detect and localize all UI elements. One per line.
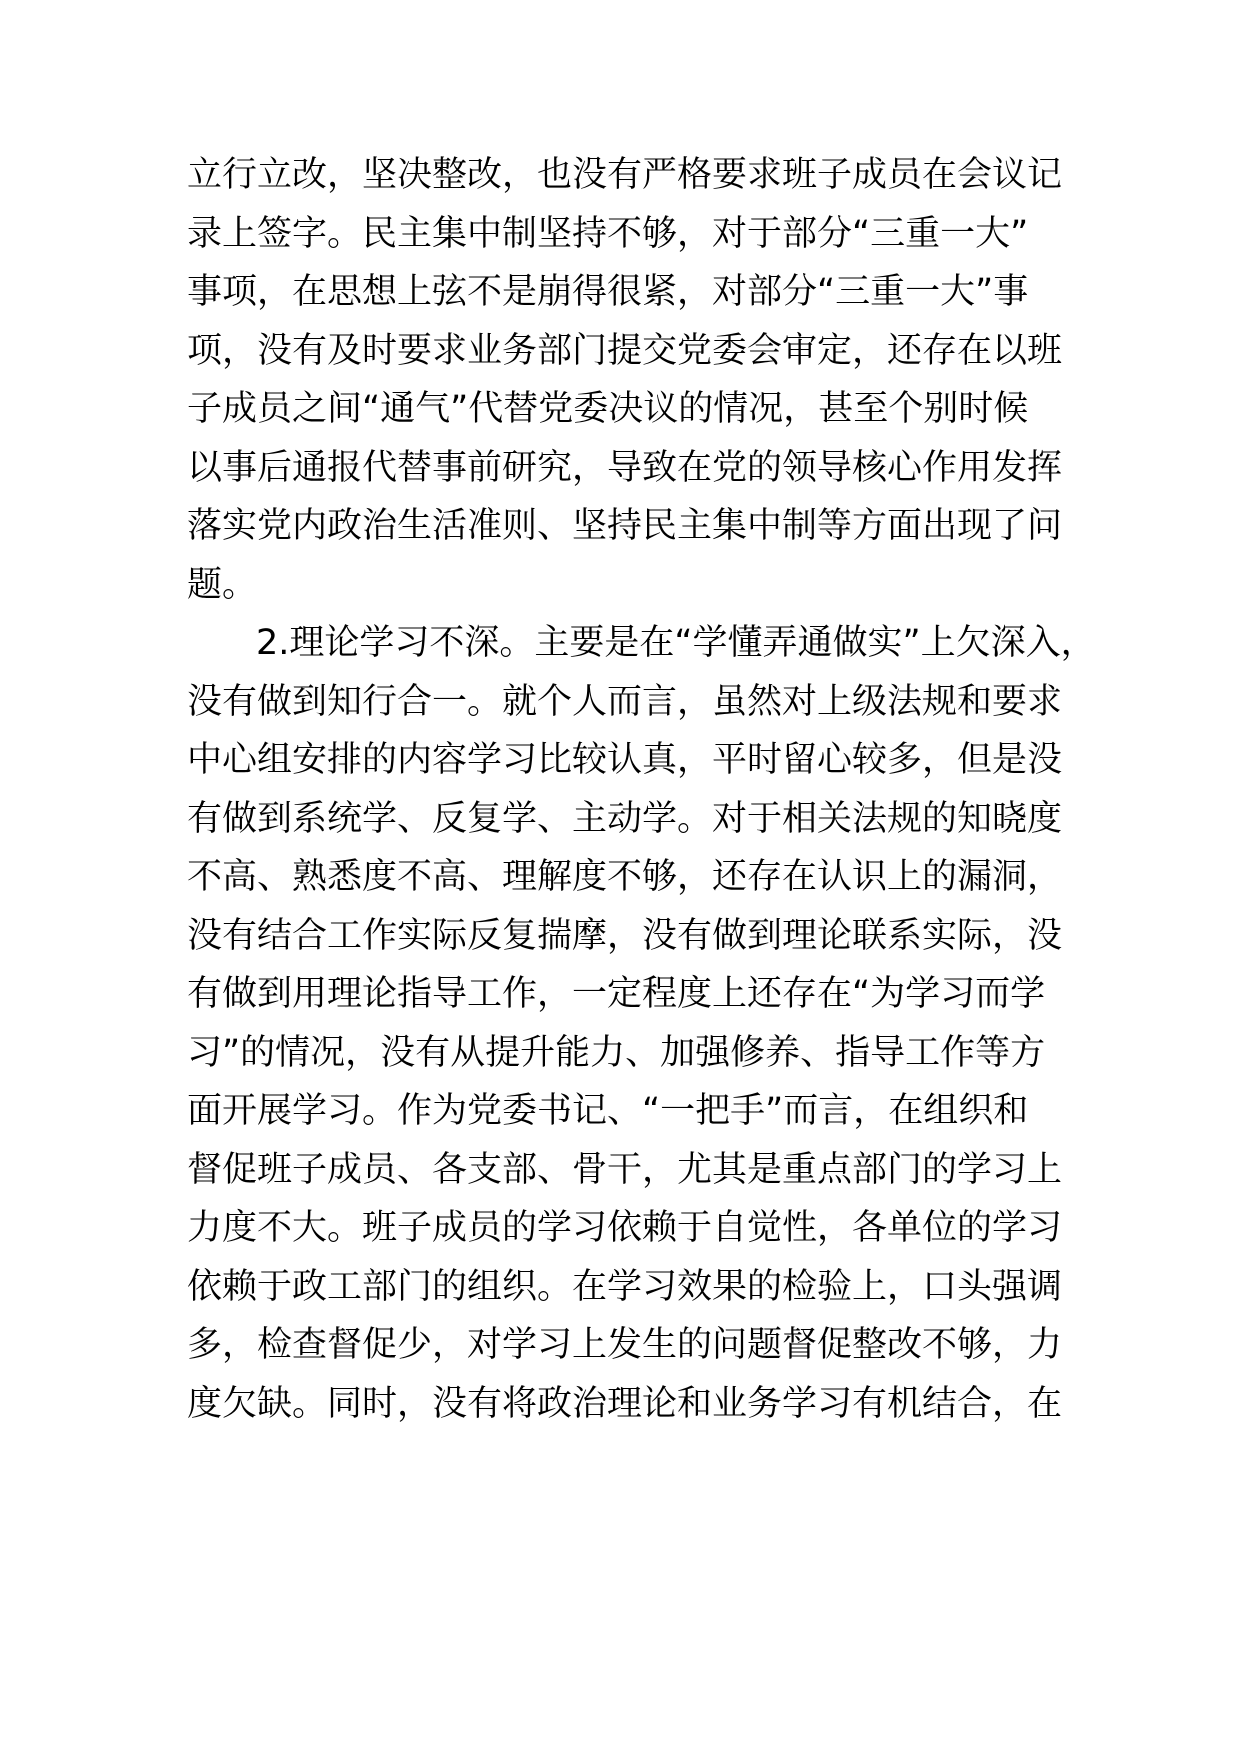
text-line: 以事后通报代替事前研究，导致在党的领导核心作用发挥 — [187, 448, 1063, 488]
text-line: 中心组安排的内容学习比较认真，平时留心较多，但是没 — [187, 740, 1063, 780]
text-line: 督促班子成员、各支部、骨干，尤其是重点部门的学习上 — [187, 1150, 1063, 1190]
text-line: 没有做到知行合一。就个人而言，虽然对上级法规和要求 — [187, 682, 1063, 722]
text-line: 有做到系统学、反复学、主动学。对于相关法规的知晓度 — [187, 799, 1063, 839]
text-line: 录上签字。民主集中制坚持不够，对于部分“三重一大” — [187, 214, 1029, 254]
text-line: 习”的情况，没有从提升能力、加强修养、指导工作等方 — [187, 1033, 1046, 1073]
text-line: 立行立改，坚决整改，也没有严格要求班子成员在会议记 — [187, 155, 1063, 195]
text-line: 面开展学习。作为党委书记、“一把手”而言，在组织和 — [187, 1091, 1029, 1131]
text-line: 题。 — [187, 565, 258, 605]
text-line: 没有结合工作实际反复揣摩，没有做到理论联系实际，没 — [187, 916, 1063, 956]
section-heading-line: 2.理论学习不深。主要是在“学懂弄通做实”上欠深入， — [256, 623, 1096, 663]
text-line: 多，检查督促少，对学习上发生的问题督促整改不够，力 — [187, 1325, 1063, 1365]
text-line: 依赖于政工部门的组织。在学习效果的检验上，口头强调 — [187, 1267, 1063, 1307]
text-line: 事项，在思想上弦不是崩得很紧，对部分“三重一大”事 — [187, 272, 1029, 312]
text-line: 项，没有及时要求业务部门提交党委会审定，还存在以班 — [187, 331, 1063, 371]
text-line: 有做到用理论指导工作，一定程度上还存在“为学习而学 — [187, 974, 1046, 1014]
text-line: 度欠缺。同时，没有将政治理论和业务学习有机结合，在 — [187, 1384, 1063, 1424]
text-line: 不高、熟悉度不高、理解度不够，还存在认识上的漏洞， — [187, 857, 1063, 897]
text-line: 子成员之间“通气”代替党委决议的情况，甚至个别时候 — [187, 389, 1029, 429]
text-line: 力度不大。班子成员的学习依赖于自觉性，各单位的学习 — [187, 1208, 1063, 1248]
text-line: 落实党内政治生活准则、坚持民主集中制等方面出现了问 — [187, 506, 1063, 546]
